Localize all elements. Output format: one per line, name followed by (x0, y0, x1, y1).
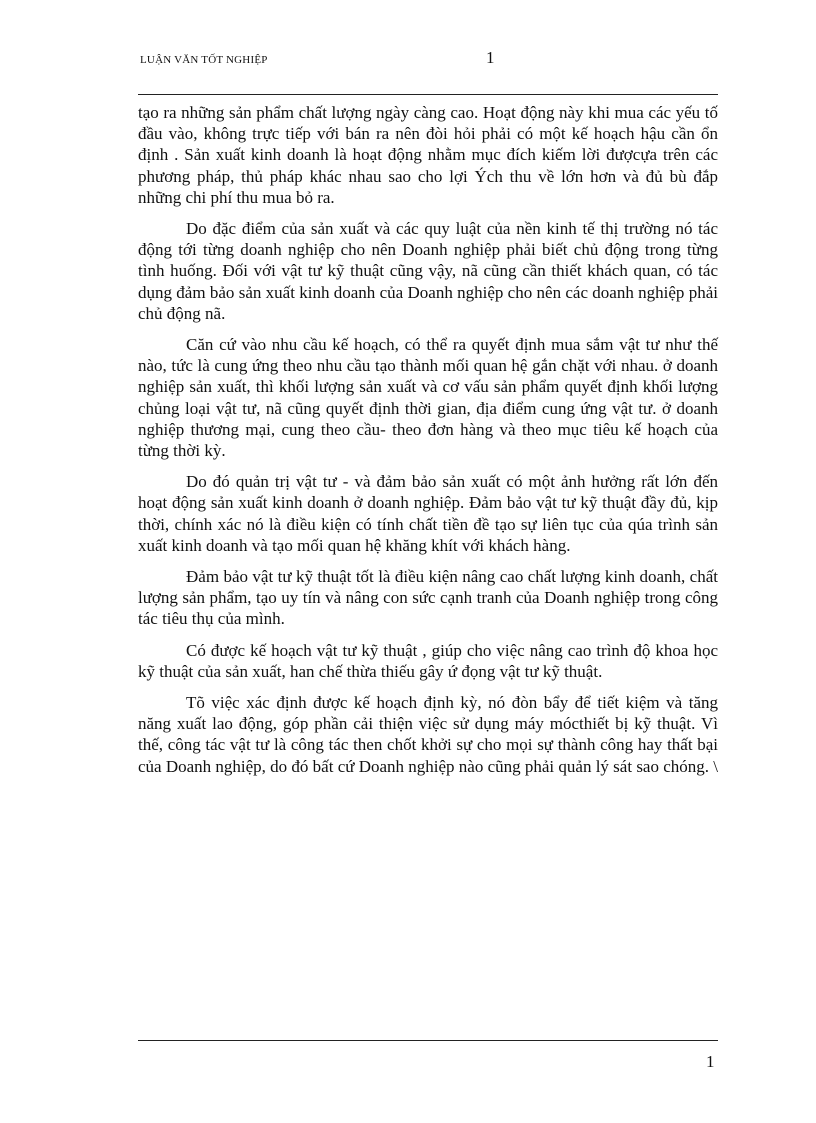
document-body (138, 102, 718, 787)
header-divider (138, 94, 718, 95)
header-title: LUẬN VĂN TỐT NGHIỆP (140, 54, 268, 66)
footer-divider (138, 1040, 718, 1041)
paragraph-4: Do đó quản trị vật tư - và đảm bảo sản xuất có một ảnh hưởng rất lớn đến hoạt động sản xuất kinh doanh ở doanh nghiệp. Đảm bảo vật tư kỹ thuật đầy đủ, kịp thời, chính xác nó là điều kiện có tính chất tiền đề tạo sự liên tục của qúa trình sản xuất kinh doanh và tạo mối quan hệ khăng khít với khách hàng. (138, 472, 718, 555)
paragraph-2: Do đặc điểm của sản xuất và các quy luật của nền kinh tế thị trường nó tác động tới từng doanh nghiệp cho nên Doanh nghiệp phải biết chủ động trong từng tình huống. Đối với vật tư kỹ thuật cũng vậy, nã cũng cần thiết khách quan, có tác dụng đảm bảo sản xuất kinh doanh của Doanh nghiệp cho nên các doanh nghiệp phải chủ động nã. (138, 219, 718, 323)
footer-page-number: 1 (706, 1052, 715, 1071)
paragraph-1: tạo ra những sản phẩm chất lượng ngày càng cao. Hoạt động này khi mua các yếu tố đầu vào, không trực tiếp với bán ra nên đòi hỏi phải có một kế hoạch hậu cần ổn định . Sản xuất kinh doanh là hoạt động nhằm mục đích kiếm lời đượcựa trên các phương pháp, thủ pháp khác nhau sao cho lợi Ých thu về lớn hơn và đủ bù đắp những chi phí thu mua bỏ ra. (138, 103, 718, 207)
header-page-number: 1 (486, 48, 495, 67)
paragraph-5: Đảm bảo vật tư kỹ thuật tốt là điều kiện nâng cao chất lượng kinh doanh, chất lượng sản phẩm, tạo uy tín và nâng con sức cạnh tranh của Doanh nghiệp trong công tác tiêu thụ của mình. (138, 567, 718, 629)
paragraph-6: Có được kế hoạch vật tư kỹ thuật , giúp cho việc nâng cao trình độ khoa học kỹ thuật của sản xuất, han chế thừa thiếu gây ứ đọng vật tư kỹ thuật. (138, 640, 718, 681)
paragraph-3: Căn cứ vào nhu cầu kế hoạch, có thể ra quyết định mua sắm vật tư như thế nào, tức là cung ứng theo nhu cầu tạo thành mối quan hệ gắn chặt với nhau. ở doanh nghiệp sản xuất, thì khối lượng sản xuất và cơ vấu sản phẩm quyết định khối lượng chủng loại vật tư, nã cũng quyết định thời gian, địa điểm cung ứng vật tư. ở doanh nghiệp thương mại, cung theo cầu- theo đơn hàng và theo mục tiêu kế hoạch của từng thời kỳ. (138, 335, 718, 461)
paragraph-7: Tõ việc xác định được kế hoạch định kỳ, nó đòn bẩy để tiết kiệm và tăng năng xuất lao động, góp phần cải thiện việc sử dụng máy mócthiết bị kỹ thuật. Vì thế, công tác vật tư là công tác then chốt khởi sự cho mọi sự thành công hay thất bại của Doanh nghiệp, do đó bất cứ Doanh nghiệp nào cũng phải quản lý sát sao chóng. \ (138, 693, 718, 776)
